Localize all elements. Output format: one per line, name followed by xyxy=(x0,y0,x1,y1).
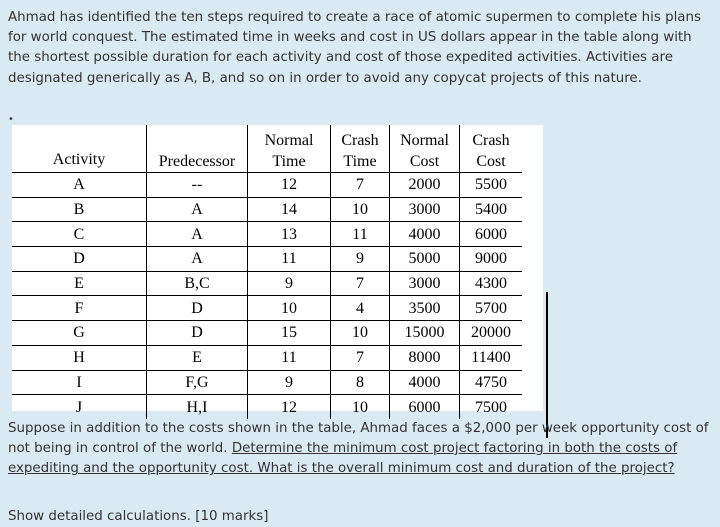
cell-normal-time: 14 xyxy=(248,197,331,222)
activity-table-container xyxy=(12,125,543,416)
cell-crash-cost: 5400 xyxy=(460,197,523,222)
header-crash-time: Crash Time xyxy=(331,125,390,173)
bullet-marker: • xyxy=(8,114,14,125)
cell-activity: J xyxy=(75,398,83,416)
cell-normal-time: 12 xyxy=(248,173,331,198)
cell-normal-time: 9 xyxy=(248,271,331,296)
table-row xyxy=(12,271,522,296)
cell-predecessor: E xyxy=(147,345,248,370)
question-task: Determine the minimum cost project factoring in both the costs of expediting and the opportunity cost. What is the overall minimum cost and duration of the project? xyxy=(8,441,678,477)
header-predecessor: Predecessor xyxy=(147,125,248,173)
cell-predecessor: A xyxy=(147,222,248,247)
cell-normal-cost: 3500 xyxy=(390,296,460,321)
header-normal-time: Normal Time xyxy=(248,125,331,173)
table-edge-line xyxy=(546,292,548,438)
cell-normal-cost: 4000 xyxy=(390,222,460,247)
cell-crash-time: 7 xyxy=(331,173,390,198)
cell-activity: B xyxy=(12,197,147,222)
cell-crash-cost: 11400 xyxy=(460,345,523,370)
cell-crash-time: 10 xyxy=(331,197,390,222)
cell-normal-time: 11 xyxy=(248,345,331,370)
table-row xyxy=(12,296,522,321)
cell-activity: H xyxy=(12,345,147,370)
cell-predecessor: -- xyxy=(147,173,248,198)
cell-normal-time: 15 xyxy=(248,321,331,346)
cell-predecessor: H,I xyxy=(147,395,248,419)
cell-normal-cost: 8000 xyxy=(390,345,460,370)
table-body xyxy=(12,173,522,419)
cell-crash-time: 4 xyxy=(331,296,390,321)
header-activity: Activity xyxy=(12,125,147,173)
table-header-row xyxy=(12,125,522,173)
cell-normal-cost: 15000 xyxy=(390,321,460,346)
cell-predecessor: B,C xyxy=(147,271,248,296)
cell-activity: E xyxy=(12,271,147,296)
cell-normal-cost: 4000 xyxy=(390,370,460,395)
cell-activity: I xyxy=(12,370,147,395)
header-crash-cost: Crash Cost xyxy=(460,125,523,173)
cell-crash-time: 7 xyxy=(331,271,390,296)
table-row xyxy=(12,345,522,370)
cell-normal-time: 11 xyxy=(248,247,331,272)
table-row xyxy=(12,222,522,247)
table-row xyxy=(12,247,522,272)
cell-normal-time: 9 xyxy=(248,370,331,395)
cell-activity: F xyxy=(12,296,147,321)
cell-crash-time: 10 xyxy=(331,321,390,346)
cell-crash-time: 10 xyxy=(331,395,390,419)
cell-crash-time: 8 xyxy=(331,370,390,395)
cell-crash-cost: 9000 xyxy=(460,247,523,272)
cell-predecessor: D xyxy=(147,296,248,321)
cell-normal-cost: 5000 xyxy=(390,247,460,272)
cell-activity: C xyxy=(12,222,147,247)
cell-crash-cost: 4300 xyxy=(460,271,523,296)
question-context: Suppose in addition to the costs shown in the table, Ahmad faces a $2,000 per week opportunity cost of not being in control of the world. xyxy=(8,421,709,457)
table-row xyxy=(12,370,522,395)
activity-table xyxy=(12,125,522,419)
cell-activity: G xyxy=(12,321,147,346)
cell-activity: A xyxy=(12,173,147,198)
problem-intro: Ahmad has identified the ten steps required to create a race of atomic supermen to complete his plans for world conquest. The estimated time in weeks and cost in US dollars appear in the table along with the shortest possible duration for each activity and cost of those expedited activities. Activities are designated generically as A, B, and so on in order to avoid any copycat projects of this nature. xyxy=(8,10,701,86)
cell-normal-cost: 3000 xyxy=(390,197,460,222)
cell-crash-cost: 4750 xyxy=(460,370,523,395)
table-row xyxy=(12,173,522,198)
header-normal-cost: Normal Cost xyxy=(390,125,460,173)
cell-crash-time: 11 xyxy=(331,222,390,247)
cell-normal-time: 10 xyxy=(248,296,331,321)
cell-normal-time: 12 xyxy=(248,395,331,419)
cell-activity: D xyxy=(12,247,147,272)
cell-crash-cost: 5500 xyxy=(460,173,523,198)
cell-crash-time: 7 xyxy=(331,345,390,370)
cell-crash-cost: 7500 xyxy=(460,395,523,419)
cell-normal-time: 13 xyxy=(248,222,331,247)
table-row xyxy=(12,197,522,222)
cell-crash-cost: 6000 xyxy=(460,222,523,247)
cell-predecessor: A xyxy=(147,247,248,272)
cell-normal-cost: 6000 xyxy=(390,395,460,419)
instructions-footer: Show detailed calculations. [10 marks] xyxy=(8,509,269,524)
cell-crash-time: 9 xyxy=(331,247,390,272)
question-text xyxy=(8,419,712,480)
cell-predecessor: D xyxy=(147,321,248,346)
table-row xyxy=(12,395,522,419)
cell-crash-cost: 20000 xyxy=(460,321,523,346)
cell-crash-cost: 5700 xyxy=(460,296,523,321)
cell-normal-cost: 3000 xyxy=(390,271,460,296)
cell-normal-cost: 2000 xyxy=(390,173,460,198)
cell-predecessor: A xyxy=(147,197,248,222)
table-row xyxy=(12,321,522,346)
cell-predecessor: F,G xyxy=(147,370,248,395)
